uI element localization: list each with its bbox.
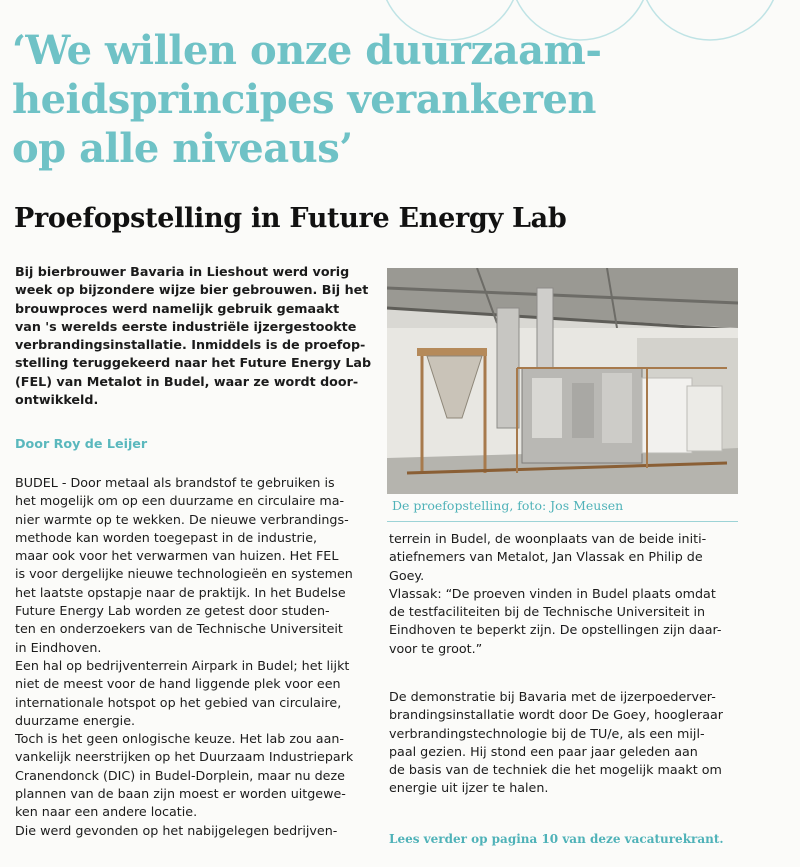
intro-line: stelling teruggekeerd naar het Future Energy Lab [15, 355, 372, 371]
body-line: ten en onderzoekers van de Technische Universiteit [15, 621, 343, 637]
body-line: terrein in Budel, de woonplaats van de beide initi- [389, 531, 707, 546]
body-line: Een hal op bedrijventerrein Airpark in Budel; het lijkt [15, 657, 350, 673]
intro-line: van 's werelds eerste industriële ijzergestookte [15, 318, 357, 334]
body-line: Future Energy Lab worden ze getest door studen- [15, 603, 330, 619]
intro-line: Bij bierbrouwer Bavaria in Lieshout werd vorig [15, 264, 350, 279]
article-headline [12, 26, 792, 173]
body-line: nier warmte op te wekken. De nieuwe verbrandings- [15, 511, 349, 527]
read-more-note: Lees verder op pagina 10 van deze vacaturekrant. [389, 832, 724, 846]
body-line: de testfaciliteiten bij de Technische Universiteit in [389, 604, 706, 620]
body-line: maar ook voor het verwarmen van huizen. Het FEL [15, 548, 339, 564]
body-line: Toch is het geen onlogische keuze. Het lab zou aan- [15, 731, 344, 747]
article-photo [387, 268, 738, 494]
body-line: paal gezien. Hij stond een paar jaar geleden aan [389, 743, 698, 759]
intro-line: (FEL) van Metalot in Budel, waar ze wordt door- [15, 373, 359, 389]
intro-line: brouwproces werd namelijk gebruik gemaakt [15, 300, 340, 316]
body-line: Goey. [389, 567, 425, 583]
body-line: De demonstratie bij Bavaria met de ijzerpoederver- [389, 689, 716, 704]
body-line: ken naar een andere locatie. [15, 804, 198, 820]
body-line: voor te groot.” [389, 640, 483, 656]
body-line: internationale hotspot op het gebied van circulaire, [15, 694, 342, 710]
body-line: vankelijk neerstrijken op het Duurzaam Industriepark [15, 749, 354, 765]
caption-divider [387, 521, 738, 522]
intro-line: week op bijzondere wijze bier gebrouwen. Bij het [15, 282, 369, 298]
body-line: methode kan worden toegepast in de industrie, [15, 529, 318, 545]
body-column-right [389, 530, 749, 658]
body-line: plannen van de baan zijn moest er worden uitgewe- [15, 786, 346, 802]
article-subheadline: Proefopstelling in Future Energy Lab [14, 203, 567, 234]
body-line: Cranendonck (DIC) in Budel-Dorplein, maar nu deze [15, 767, 345, 783]
body-line: duurzame energie. [15, 712, 136, 728]
headline-line: op alle niveaus’ [12, 125, 353, 172]
body-line: het laatste opstapje naar de praktijk. In het Budelse [15, 584, 346, 600]
body-line: de basis van de techniek die het mogelijk maakt om [389, 762, 722, 778]
body-line: energie uit ijzer te halen. [389, 780, 549, 796]
body-line: is voor dergelijke nieuwe technologieën en systemen [15, 566, 353, 582]
photo-caption: De proefopstelling, foto: Jos Meusen [392, 498, 624, 513]
body-line: Eindhoven te beperkt zijn. De opstellingen zijn daar- [389, 622, 722, 638]
body-line: verbrandingstechnologie bij de TU/e, als een mijl- [389, 725, 705, 741]
headline-line: heidsprincipes verankeren [12, 76, 596, 123]
body-line: het mogelijk om op een duurzame en circulaire ma- [15, 493, 345, 509]
intro-line: verbrandingsinstallatie. Inmiddels is de proefop- [15, 337, 366, 353]
byline: Door Roy de Leijer [15, 436, 148, 451]
body-column-right-continued [389, 688, 749, 798]
body-line: Vlassak: “De proeven vinden in Budel plaats omdat [389, 585, 716, 601]
body-line: atiefnemers van Metalot, Jan Vlassak en Philip de [389, 549, 703, 565]
body-line: niet de meest voor de hand liggende plek voor een [15, 676, 341, 692]
body-line: in Eindhoven. [15, 639, 102, 655]
body-line: brandingsinstallatie wordt door De Goey, hoogleraar [389, 707, 723, 723]
intro-line: ontwikkeld. [15, 392, 99, 408]
body-column-left [15, 474, 375, 840]
headline-line: ‘We willen onze duurzaam- [12, 27, 602, 74]
body-line: BUDEL - Door metaal als brandstof te gebruiken is [15, 475, 335, 490]
body-line: Die werd gevonden op het nabijgelegen bedrijven- [15, 822, 338, 838]
article-intro [15, 263, 375, 409]
